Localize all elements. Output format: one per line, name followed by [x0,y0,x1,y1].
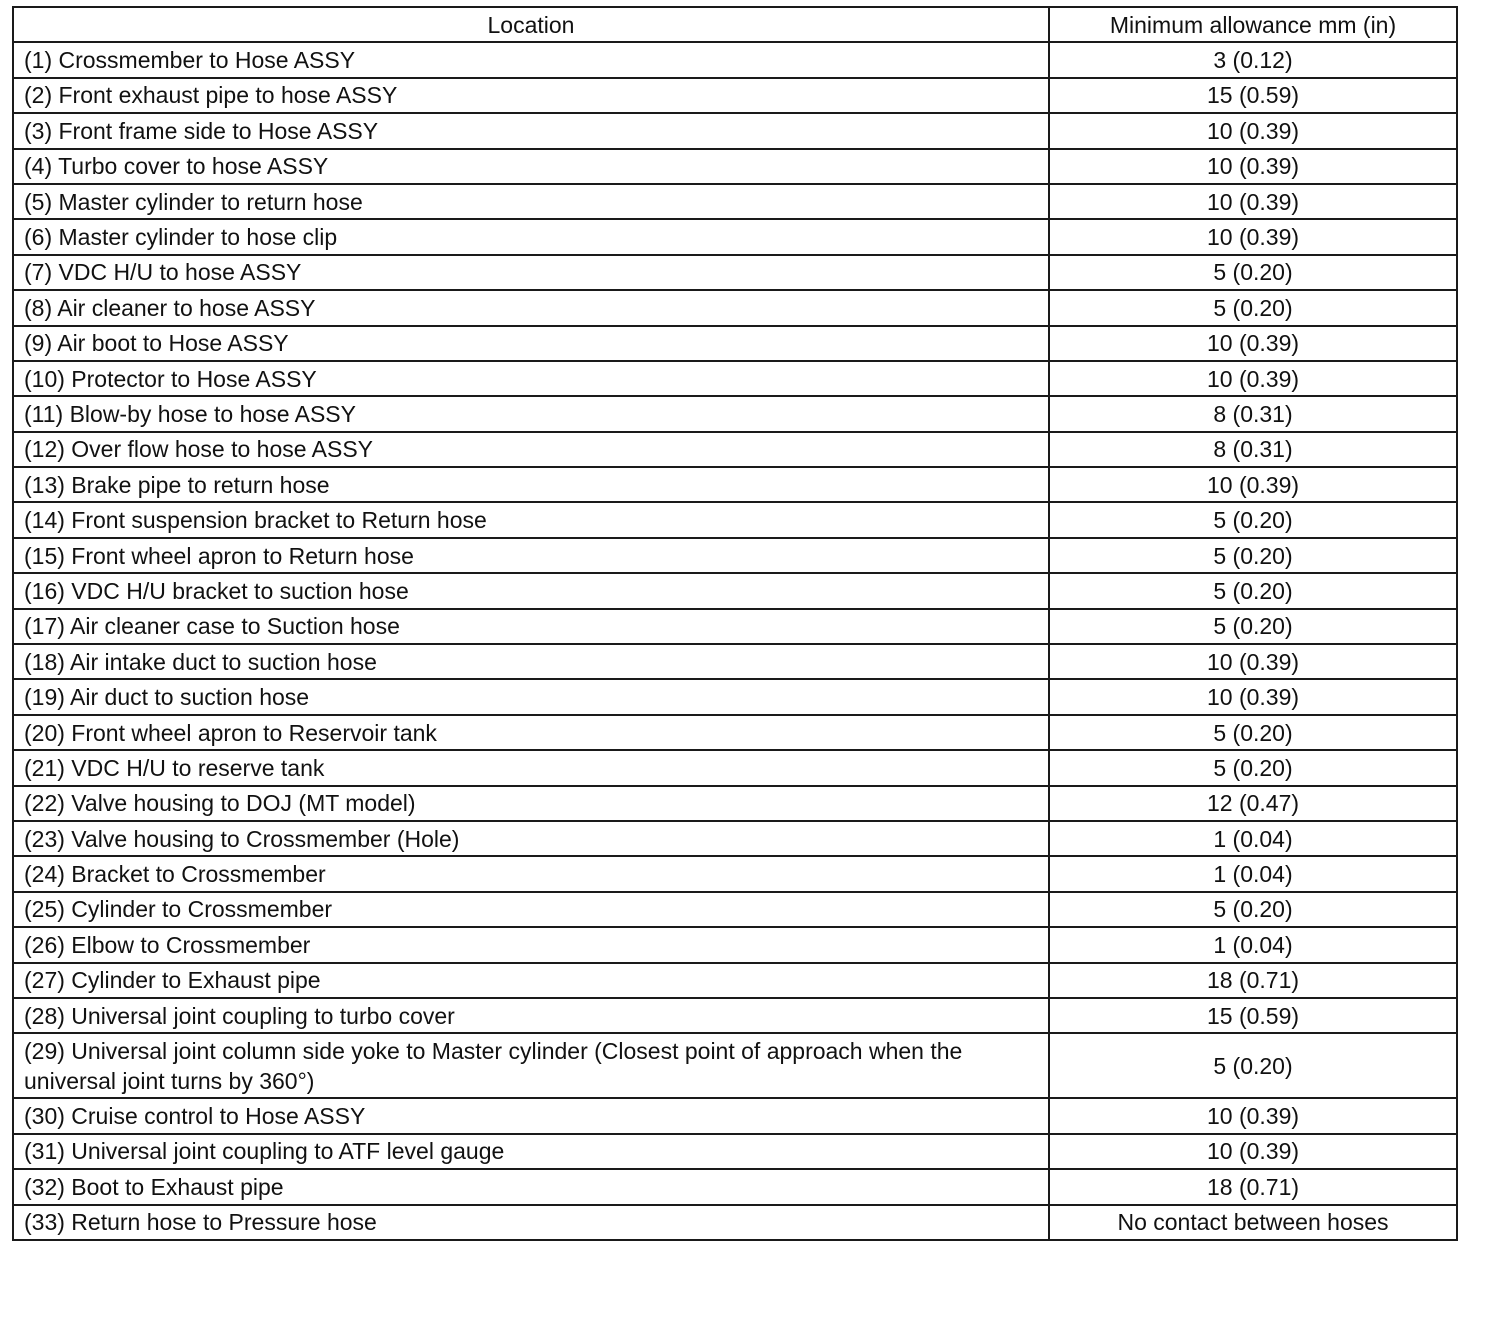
allowance-table [12,6,1458,1241]
allowance-cell: 10 (0.39) [1049,113,1457,148]
location-cell: (22) Valve housing to DOJ (MT model) [13,786,1049,821]
table-header-row [13,7,1457,42]
table-row [13,396,1457,431]
table-row [13,679,1457,714]
location-cell: (9) Air boot to Hose ASSY [13,326,1049,361]
table-row [13,326,1457,361]
header-allowance: Minimum allowance mm (in) [1049,7,1457,42]
location-cell: (27) Cylinder to Exhaust pipe [13,963,1049,998]
allowance-cell: 5 (0.20) [1049,609,1457,644]
location-cell: (3) Front frame side to Hose ASSY [13,113,1049,148]
allowance-cell: 5 (0.20) [1049,573,1457,608]
location-cell: (11) Blow-by hose to hose ASSY [13,396,1049,431]
location-cell: (21) VDC H/U to reserve tank [13,750,1049,785]
table-row [13,502,1457,537]
allowance-cell: 10 (0.39) [1049,467,1457,502]
table-row [13,1033,1457,1098]
location-cell: (1) Crossmember to Hose ASSY [13,42,1049,77]
location-cell: (16) VDC H/U bracket to suction hose [13,573,1049,608]
allowance-cell: 5 (0.20) [1049,290,1457,325]
allowance-cell: 12 (0.47) [1049,786,1457,821]
table-row [13,1134,1457,1169]
allowance-cell: 10 (0.39) [1049,1098,1457,1133]
location-cell: (7) VDC H/U to hose ASSY [13,255,1049,290]
header-location: Location [13,7,1049,42]
location-cell: (23) Valve housing to Crossmember (Hole) [13,821,1049,856]
table-row [13,255,1457,290]
allowance-cell: 5 (0.20) [1049,892,1457,927]
location-cell: (29) Universal joint column side yoke to Master cylinder (Closest point of approach when the universal joint turns by 360°) [13,1033,1049,1098]
location-cell: (30) Cruise control to Hose ASSY [13,1098,1049,1133]
location-cell: (24) Bracket to Crossmember [13,856,1049,891]
table-row [13,715,1457,750]
table-row [13,786,1457,821]
allowance-cell: 5 (0.20) [1049,750,1457,785]
allowance-cell: 10 (0.39) [1049,361,1457,396]
allowance-cell: 10 (0.39) [1049,679,1457,714]
table-row [13,538,1457,573]
allowance-cell: 5 (0.20) [1049,1033,1457,1098]
table-row [13,609,1457,644]
allowance-cell: 1 (0.04) [1049,927,1457,962]
table-row [13,78,1457,113]
allowance-cell: 10 (0.39) [1049,1134,1457,1169]
allowance-cell: 5 (0.20) [1049,538,1457,573]
location-cell: (13) Brake pipe to return hose [13,467,1049,502]
allowance-cell: 10 (0.39) [1049,644,1457,679]
allowance-cell: 1 (0.04) [1049,856,1457,891]
allowance-cell: 8 (0.31) [1049,432,1457,467]
allowance-cell: 5 (0.20) [1049,502,1457,537]
table-row [13,1169,1457,1204]
location-cell: (14) Front suspension bracket to Return hose [13,502,1049,537]
location-cell: (33) Return hose to Pressure hose [13,1205,1049,1240]
location-cell: (10) Protector to Hose ASSY [13,361,1049,396]
allowance-cell: 15 (0.59) [1049,78,1457,113]
table-row [13,573,1457,608]
location-cell: (12) Over flow hose to hose ASSY [13,432,1049,467]
allowance-cell: 10 (0.39) [1049,149,1457,184]
table-row [13,892,1457,927]
location-cell: (32) Boot to Exhaust pipe [13,1169,1049,1204]
table-row [13,219,1457,254]
location-cell: (4) Turbo cover to hose ASSY [13,149,1049,184]
allowance-cell: 10 (0.39) [1049,219,1457,254]
table-row [13,1098,1457,1133]
table-row [13,821,1457,856]
location-cell: (26) Elbow to Crossmember [13,927,1049,962]
location-cell: (25) Cylinder to Crossmember [13,892,1049,927]
allowance-cell: 18 (0.71) [1049,1169,1457,1204]
location-cell: (15) Front wheel apron to Return hose [13,538,1049,573]
location-cell: (20) Front wheel apron to Reservoir tank [13,715,1049,750]
allowance-cell: 10 (0.39) [1049,184,1457,219]
allowance-cell: 1 (0.04) [1049,821,1457,856]
location-cell: (17) Air cleaner case to Suction hose [13,609,1049,644]
table-row [13,963,1457,998]
table-row [13,113,1457,148]
location-cell: (31) Universal joint coupling to ATF level gauge [13,1134,1049,1169]
table-row [13,361,1457,396]
location-cell: (19) Air duct to suction hose [13,679,1049,714]
location-cell: (5) Master cylinder to return hose [13,184,1049,219]
allowance-cell: 8 (0.31) [1049,396,1457,431]
location-cell: (28) Universal joint coupling to turbo cover [13,998,1049,1033]
table-row [13,184,1457,219]
allowance-cell: 10 (0.39) [1049,326,1457,361]
table-row [13,467,1457,502]
table-row [13,1205,1457,1240]
table-row [13,998,1457,1033]
allowance-cell: 5 (0.20) [1049,715,1457,750]
allowance-cell: 3 (0.12) [1049,42,1457,77]
table-row [13,856,1457,891]
table-row [13,290,1457,325]
allowance-cell: 15 (0.59) [1049,998,1457,1033]
table-body [13,42,1457,1240]
allowance-cell: No contact between hoses [1049,1205,1457,1240]
table-row [13,42,1457,77]
table-row [13,750,1457,785]
location-cell: (6) Master cylinder to hose clip [13,219,1049,254]
location-cell: (8) Air cleaner to hose ASSY [13,290,1049,325]
allowance-cell: 5 (0.20) [1049,255,1457,290]
allowance-cell: 18 (0.71) [1049,963,1457,998]
location-cell: (18) Air intake duct to suction hose [13,644,1049,679]
table-row [13,927,1457,962]
table-row [13,644,1457,679]
table-row [13,149,1457,184]
location-cell: (2) Front exhaust pipe to hose ASSY [13,78,1049,113]
table-row [13,432,1457,467]
